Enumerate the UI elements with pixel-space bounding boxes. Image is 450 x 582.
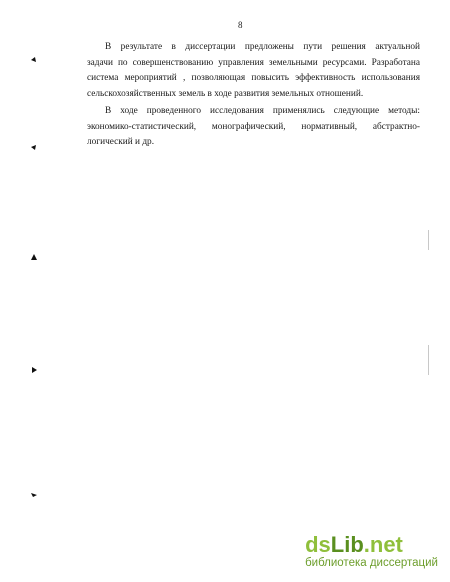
margin-mark-icon	[30, 55, 38, 63]
paragraph-methods	[87, 104, 420, 151]
text-line: сельскохозяйственных земель в ходе развития земельных отношений.	[87, 88, 364, 99]
paragraph-results	[87, 40, 420, 102]
margin-mark-icon	[30, 253, 38, 261]
scan-edge-line	[428, 230, 429, 250]
text-line: В ходе проведенного исследования применялись следующие методы:	[105, 106, 420, 116]
margin-mark-icon	[30, 143, 38, 151]
text-line: система мероприятий , позволяющая повысить эффективность использования	[87, 73, 420, 83]
text-line: экономико-статистический, монографический, нормативный, абстрактно-	[87, 121, 420, 132]
text-line: задачи по совершенствованию управления земельными ресурсами. Разработана	[87, 57, 420, 68]
watermark-logo: dsLib.net	[305, 532, 403, 557]
text-line: В результате в диссертации предложены пути решения актуальной	[105, 42, 420, 52]
watermark-subtitle: библиотека диссертаций	[305, 557, 438, 569]
text-line: логический и др.	[87, 137, 155, 147]
margin-mark-icon	[30, 490, 38, 498]
dslib-watermark[interactable]	[305, 534, 438, 570]
scan-edge-line	[428, 345, 429, 375]
margin-mark-icon	[30, 366, 38, 374]
page-number: 8	[238, 20, 243, 30]
